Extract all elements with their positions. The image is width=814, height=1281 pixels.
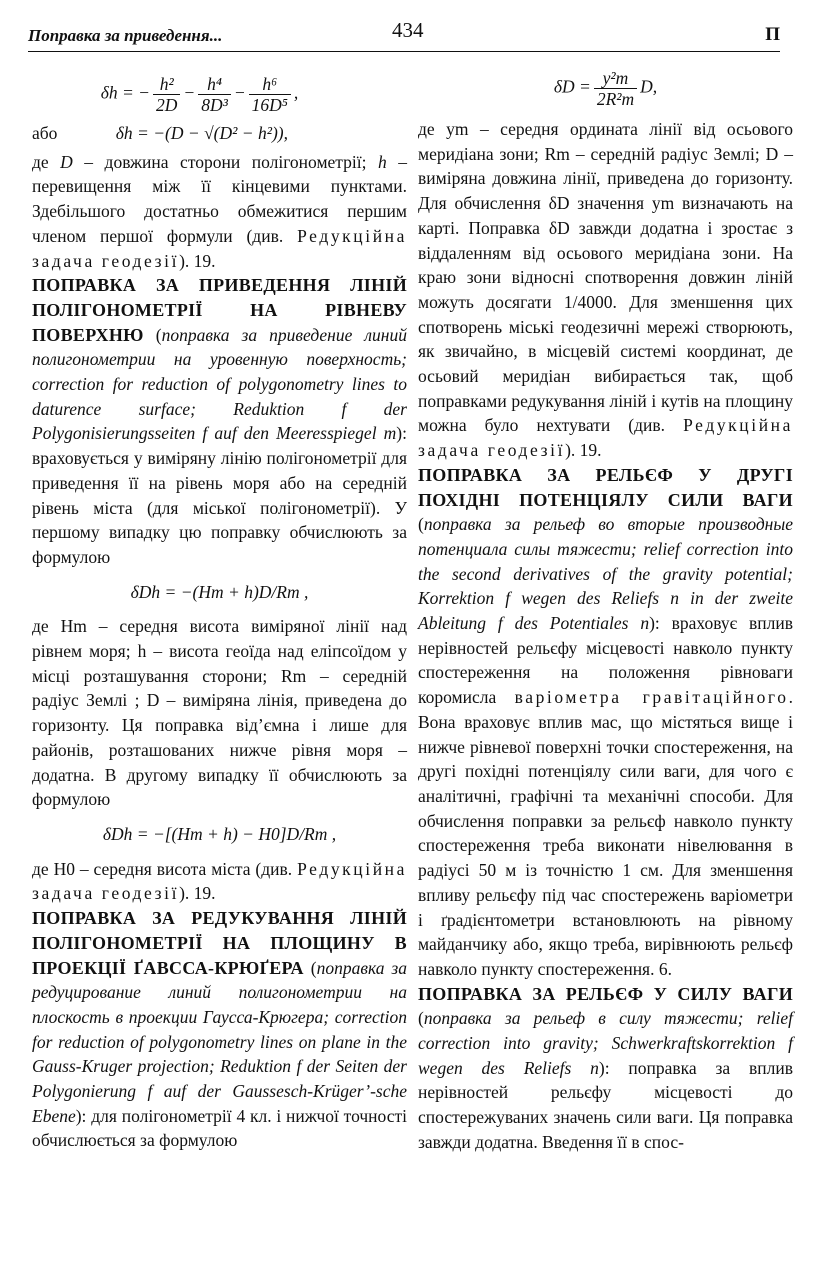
entry-term: ПОПРАВКА ЗА РЕЛЬЄФ У СИЛУ ВАГИ [418, 983, 793, 1004]
formula-gauss-kruger: δD = $\frac{\text{y²m}}{\text{2R²m}}$ D, [553, 68, 658, 109]
entry-relief-second-derivatives: ПОПРАВКА ЗА РЕЛЬЄФ У ДРУГІ ПОХІДНІ ПОТЕНЦІЯЛУ СИЛИ ВАГИ (поправка за рельеф во вторые производные потенциала силы тяжести; relief correction into the second derivatives of the gravity potential; Korrektion f wegen des Reliefs n in der zweite Ableitung f des Potentiales n): враховує вплив нерівностей рельєфу місцевості навколо пункту спостереження на положення рівноваги коромисла варіометра гравітаційного. Вона враховує вплив мас, що містяться вище і нижче рівневої поверхні точки спостереження, на другі похідні потенціялу сили ваги, для чого є аналітичні, графічні та механічні способи. Для обчислення поправки за рельєф навколо пункту спостереження треба виконати нівелювання в радіусі 50 м із точністю 1 см. Для зменшення впливу рельєфу під час спостережень варіометри і ґрадієнтометри встановлюють на рівному майданчику або, якщо треба, вирівнюють рельєф навколо пункту спостереження. 6. [418, 464, 793, 979]
cross-reference: варіометра гравітаційного [514, 687, 789, 708]
paragraph-gauss-kruger-definitions: де ym – середня ордината лінії від осьового меридіана зони; Rm – середній радіус Землі; D – виміряна довжина лінії, приведена до горизонту. Для обчислення δD значення ym визначають на карті. Поправка δD завжди додатна і зростає з віддаленням від осьового меридіана зони. На краю зони відносні спотворення довжин ліній можуть досягати 1/4000. Для зменшення цих спотворень міські геодезичні мережі створюють, як звичайно, в місцевій системі координат, де осьовий меридіан вибирається так, щоб поправками редукування ліній і кутів на площину можна було нехтувати (див. Редукційна задача геодезії). 19. [418, 119, 793, 461]
entry-translations: поправка за рельеф в силу тяжести; relief correction into gravity; Schwerkraftskorrektion f wegen des Reliefs n [418, 1008, 793, 1078]
entry-translations: поправка за рельеф во вторые производные потенциала силы тяжести; relief correction into the second derivatives of the gravity potential; Korrektion f wegen des Reliefs n in der zweite Ableitung f des Potentiales n [418, 514, 793, 634]
running-title: Поправка за приведення... [28, 26, 223, 45]
entry-relief-gravity: ПОПРАВКА ЗА РЕЛЬЄФ У СИЛУ ВАГИ (поправка за рельеф в силу тяжести; relief correction into gravity; Schwerkraftskorrektion f wegen des Reliefs n): поправка за вплив нерівностей рельєфу місцевості до спостережуваних значень сили ваги. Ця поправка завжди додатна. Введення її в спос- [418, 983, 793, 1152]
section-letter: П [765, 24, 780, 45]
paragraph-sea-level-definitions: де Hm – середня висота виміряної лінії над рівнем моря; h – висота геоїда над еліпсоїдом у місці розташування сторони; Rm – середній радіус Землі ; D – виміряна лінія, приведена до горизонту. Ця поправка від’ємна і лише для районів, розташованих нижче рівня моря – додатна. В другому випадку її обчислюють за формулою [32, 616, 407, 810]
formula-sea-level: δDh = −(Hm + h)D/Rm , [130, 581, 309, 602]
entry-gauss-kruger-reduction: ПОПРАВКА ЗА РЕДУКУВАННЯ ЛІНІЙ ПОЛІГОНОМЕТРІЇ НА ПЛОЩИНУ В ПРОЕКЦІЇ ҐАВССА-КРЮҐЕРА (поправка за редуцирование линий полигонометрии на плоскость в проекции Гаусса-Крюгера; correction for reduction of polygonometry lines on plane in the Gauss-Kruger projection; Reduktion f der Seiten der Polygonierung f auf der Gaussesch-Krüger’-sche Ebene): для полігонометрії 4 кл. і нижчої точності обчислюється за формулою [32, 908, 407, 1151]
formula-city-level: δDh = −[(Hm + h) − H0]D/Rm , [102, 823, 337, 844]
entry-sea-level-reduction: ПОПРАВКА ЗА ПРИВЕДЕННЯ ЛІНІЙ ПОЛІГОНОМЕТРІЇ НА РІВНЕВУ ПОВЕРХНЮ (поправка за приведение линий полигонометрии на уровенную поверхность; correction for reduction of polygonometry lines to daturence surface; Reduktion f der Polygonisierungsseiten f auf den Meeresspiegel m): враховується у виміряну лінію полігонометрії для приведення її на рівень моря або на середній рівень міста (для міської полігонометрії). У першому випадку цю поправку обчислюють за формулою [32, 275, 407, 567]
entry-term: ПОПРАВКА ЗА ПРИВЕДЕННЯ ЛІНІЙ ПОЛІГОНОМЕТРІЇ НА РІВНЕВУ ПОВЕРХНЮ [32, 275, 407, 345]
cross-reference: Редукційна задача геодезії [32, 858, 407, 904]
cross-reference: Редукційна задача геодезії [418, 415, 793, 461]
formula-height-correction: δh = − $\frac{\text{h²}}{2D}$ − $\frac{\text{h⁴}}{\text{8D³}}$ − $\frac{\text{h⁶}}{\text{16D⁵}}$ , [100, 74, 299, 115]
entry-translations: поправка за редуцирование линий полигонометрии на плоскость в проекции Гаусса-Крюгера; correction for reduction of polygonometry lines on plane in the Gauss-Kruger projection; Reduktion f der Seiten der Polygonierung f auf der Gaussesch-Krüger’-sche Ebene [32, 957, 407, 1126]
entry-term: ПОПРАВКА ЗА РЕДУКУВАННЯ ЛІНІЙ ПОЛІГОНОМЕТРІЇ НА ПЛОЩИНУ В ПРОЕКЦІЇ ҐАВССА-КРЮҐЕРА [32, 908, 407, 978]
formula-alt-row: або δh = −(D − √(D² − h²)), [32, 123, 288, 143]
paragraph-height-definitions: де D – довжина сторони полігонометрії; h – перевищення між її кінцевими пунктами. Здебільшого достатньо обмежитися першим членом першої формули (див. Редукційна задача геодезії). 19. [32, 151, 407, 271]
entry-term: ПОПРАВКА ЗА РЕЛЬЄФ У ДРУГІ ПОХІДНІ ПОТЕНЦІЯЛУ СИЛИ ВАГИ [418, 464, 793, 510]
right-column [418, 62, 793, 1155]
page-header [28, 18, 780, 50]
entry-translations: поправка за приведение линий полигонометрии на уровенную поверхность; correction for reduction of polygonometry lines to daturence surface; Reduktion f der Polygonisierungsseiten f auf den Meeresspiegel m [32, 324, 407, 444]
paragraph-city-level-definitions: де H0 – середня висота міста (див. Редукційна задача геодезії). 19. [32, 858, 407, 904]
left-column [32, 62, 407, 1153]
page-number: 434 [392, 18, 424, 42]
header-rule [28, 51, 780, 52]
cross-reference: Редукційна задача геодезії [32, 225, 407, 271]
formula-height-correction-alt: δh = −(D − √(D² − h²)), [115, 123, 288, 143]
